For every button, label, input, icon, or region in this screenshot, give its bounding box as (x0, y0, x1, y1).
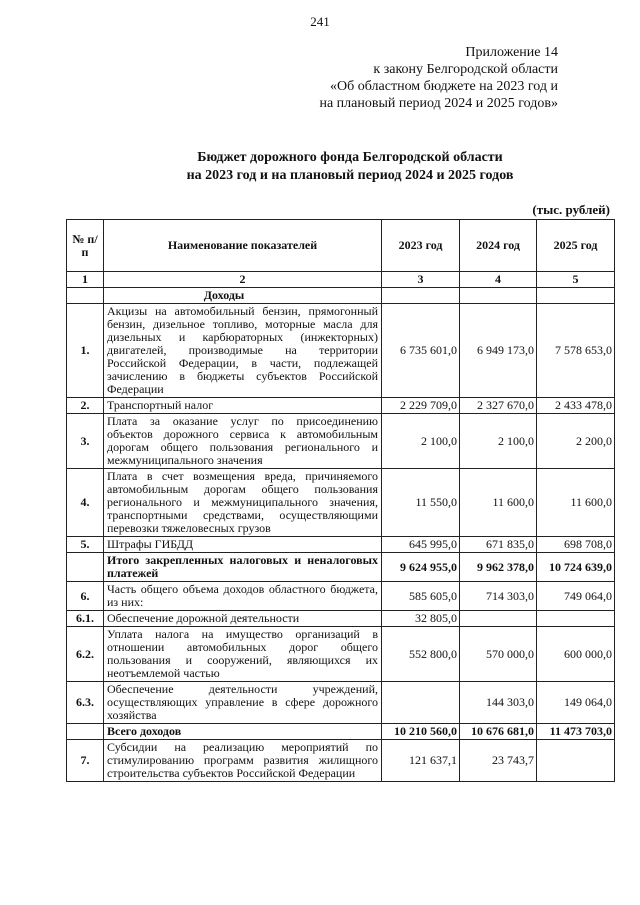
section-row (67, 288, 615, 304)
budget-table (66, 219, 615, 782)
value-2024: 23 743,7 (460, 740, 537, 782)
appendix-line: к закону Белгородской области (373, 62, 558, 77)
row-name: Плата за оказание услуг по присоединению объектов дорожного сервиса к автомобильным дорогам общего пользования регионального и межмуниципального значения (104, 414, 382, 469)
row-number: 7. (67, 740, 104, 782)
value-2024: 11 600,0 (460, 469, 537, 537)
row-number: 1. (67, 304, 104, 398)
row-name: Штрафы ГИБДД (104, 537, 382, 553)
title-line: Бюджет дорожного фонда Белгородской области (197, 150, 503, 165)
value-2023: 2 229 709,0 (382, 398, 460, 414)
col-number: 2 (104, 272, 382, 288)
table-row (67, 537, 615, 553)
row-number: 6. (67, 582, 104, 611)
col-number: 1 (67, 272, 104, 288)
value-2023: 552 800,0 (382, 627, 460, 682)
row-name: Обеспечение дорожной деятельности (104, 611, 382, 627)
value-2023: 32 805,0 (382, 611, 460, 627)
section-title: Доходы (104, 288, 382, 304)
document-title (0, 149, 640, 185)
value-2025: 749 064,0 (537, 582, 615, 611)
value-2024: 2 100,0 (460, 414, 537, 469)
value-2023: 10 210 560,0 (382, 724, 460, 740)
appendix-line: «Об областном бюджете на 2023 год и (330, 79, 558, 94)
header-row (67, 220, 615, 272)
value-2023 (382, 682, 460, 724)
page-number: 241 (310, 14, 330, 29)
units-label: (тыс. рублей) (532, 202, 610, 217)
value-2025: 2 433 478,0 (537, 398, 615, 414)
row-name: Часть общего объема доходов областного бюджета, из них: (104, 582, 382, 611)
table-row (67, 398, 615, 414)
row-number: 5. (67, 537, 104, 553)
row-number: 4. (67, 469, 104, 537)
value-2025: 11 473 703,0 (537, 724, 615, 740)
header-2024: 2024 год (460, 220, 537, 272)
row-name: Всего доходов (104, 724, 382, 740)
value-2023: 11 550,0 (382, 469, 460, 537)
table-row (67, 627, 615, 682)
value-2024: 9 962 378,0 (460, 553, 537, 582)
header-num: № п/п (67, 220, 104, 272)
appendix-line: Приложение 14 (465, 45, 558, 60)
value-2024: 671 835,0 (460, 537, 537, 553)
row-number: 6.2. (67, 627, 104, 682)
value-2024: 2 327 670,0 (460, 398, 537, 414)
table-row (67, 414, 615, 469)
value-2024: 570 000,0 (460, 627, 537, 682)
value-2024: 10 676 681,0 (460, 724, 537, 740)
column-number-row (67, 272, 615, 288)
value-2025: 698 708,0 (537, 537, 615, 553)
value-2025: 7 578 653,0 (537, 304, 615, 398)
value-2023: 2 100,0 (382, 414, 460, 469)
appendix-header (258, 44, 558, 112)
row-number: 6.3. (67, 682, 104, 724)
row-name: Итого закрепленных налоговых и неналоговых платежей (104, 553, 382, 582)
row-number: 2. (67, 398, 104, 414)
value-2025 (537, 611, 615, 627)
value-2024: 714 303,0 (460, 582, 537, 611)
row-name: Обеспечение деятельности учреждений, осуществляющих управление в сфере дорожного хозяйства (104, 682, 382, 724)
title-line: на 2023 год и на плановый период 2024 и 2025 годов (186, 168, 514, 183)
value-2023: 585 605,0 (382, 582, 460, 611)
col-number: 3 (382, 272, 460, 288)
row-number: 3. (67, 414, 104, 469)
value-2024: 144 303,0 (460, 682, 537, 724)
table-row (67, 582, 615, 611)
col-number: 4 (460, 272, 537, 288)
row-name: Плата в счет возмещения вреда, причиняемого автомобильным дорогам общего пользования регионального и межмуниципального значения, транспортными средствами, осуществляющими перевозки тяжеловесных грузов (104, 469, 382, 537)
table-row (67, 304, 615, 398)
value-2023: 6 735 601,0 (382, 304, 460, 398)
header-2023: 2023 год (382, 220, 460, 272)
table-row (67, 469, 615, 537)
row-name: Уплата налога на имущество организаций в отношении автомобильных дорог общего пользования и сооружений, являющихся их неотъемлемой частью (104, 627, 382, 682)
col-number: 5 (537, 272, 615, 288)
row-number: 6.1. (67, 611, 104, 627)
value-2025: 149 064,0 (537, 682, 615, 724)
table-row (67, 611, 615, 627)
header-name: Наименование показателей (104, 220, 382, 272)
value-2025 (537, 740, 615, 782)
table-row (67, 553, 615, 582)
row-name: Транспортный налог (104, 398, 382, 414)
value-2025: 2 200,0 (537, 414, 615, 469)
row-name: Субсидии на реализацию мероприятий по стимулированию программ развития жилищного строительства субъектов Российской Федерации (104, 740, 382, 782)
value-2025: 10 724 639,0 (537, 553, 615, 582)
table-row (67, 740, 615, 782)
value-2025: 11 600,0 (537, 469, 615, 537)
row-number (67, 553, 104, 582)
table-row (67, 682, 615, 724)
value-2024: 6 949 173,0 (460, 304, 537, 398)
appendix-line: на плановый период 2024 и 2025 годов» (319, 96, 558, 111)
value-2023: 121 637,1 (382, 740, 460, 782)
header-2025: 2025 год (537, 220, 615, 272)
row-name: Акцизы на автомобильный бензин, прямогонный бензин, дизельное топливо, моторные масла для дизельных и карбюраторных (инжекторных) двигателей, производимые на территории Российской Федерации, в части, подлежащей зачислению в бюджеты субъектов Российской Федерации (104, 304, 382, 398)
value-2023: 645 995,0 (382, 537, 460, 553)
value-2024 (460, 611, 537, 627)
table-row (67, 724, 615, 740)
value-2023: 9 624 955,0 (382, 553, 460, 582)
row-number (67, 724, 104, 740)
value-2025: 600 000,0 (537, 627, 615, 682)
